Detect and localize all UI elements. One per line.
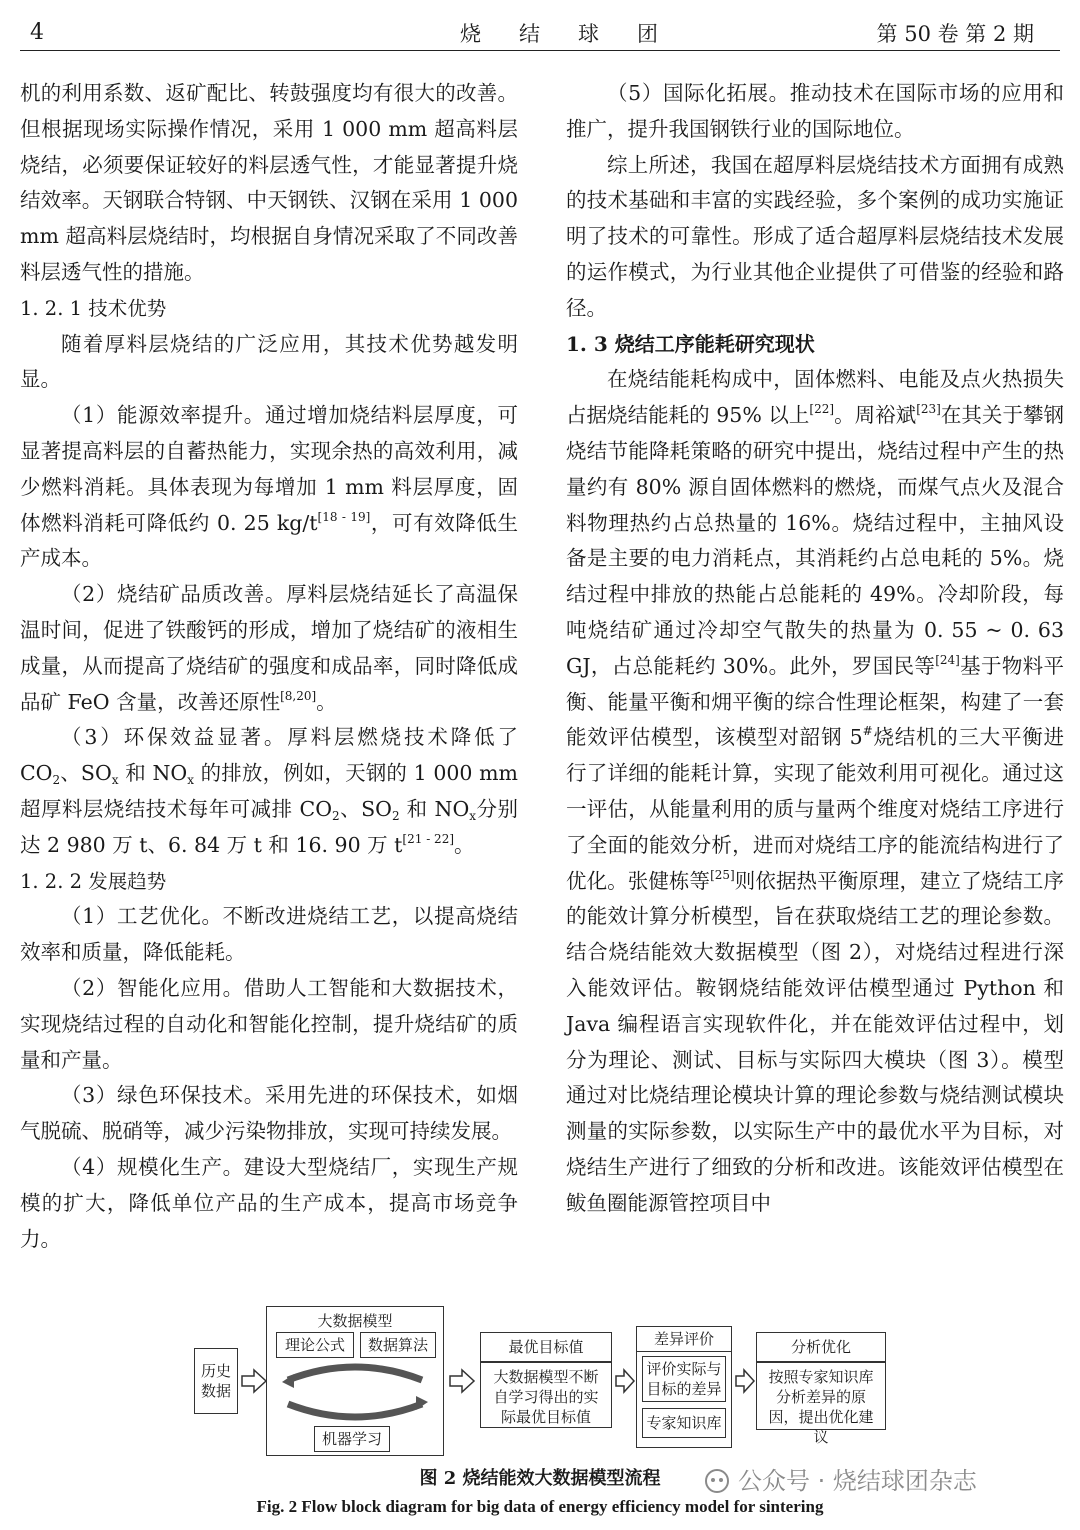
citation: [21 - 22] bbox=[402, 831, 455, 846]
paragraph: （3）环保效益显著。厚料层燃烧技术降低了 $CO_2$、$SO_x$ 和 $NO_x$ 的排放，例如，天钢的 1 000 mm 超厚料层烧结技术每年可减排 $CO_2$、$SO_2$ 和 $NO_x$分别达 2 980 万 t、6. 84 万 t 和 16. 90 万 t[21 - 22]。 bbox=[20, 725, 519, 857]
right-column bbox=[566, 76, 1064, 1222]
big-data-model-title: 大数据模型 bbox=[317, 1312, 393, 1330]
paragraph: 机的利用系数、返矿配比、转鼓强度均有很大的改善。但根据现场实际操作情况，采用 1 000 mm 超高料层烧结，必须要保证较好的料层透气性，才能显著提升烧结效率。天钢联合特钢、中天钢铁、汉钢在采用 1 000 mm 超高料层烧结时，均根据自身情况采取了不同改善料层透气性的措施。 bbox=[20, 81, 518, 284]
issue-info: 第 50 卷 第 2 期 bbox=[876, 22, 1034, 46]
section-heading-1-2-2: 1. 2. 2 发展趋势 bbox=[20, 869, 167, 893]
citation: [22] bbox=[809, 402, 835, 417]
figure-caption-en: Fig. 2 Flow block diagram for big data of energy efficiency model for sintering bbox=[256, 1497, 824, 1516]
paragraph: 综上所述，我国在超厚料层烧结技术方面拥有成熟的技术基础和丰富的实践经验，多个案例的成功实施证明了技术的可靠性。形成了适合超厚料层烧结技术发展的运作模式，为行业其他企业提供了可借鉴的经验和路径。 bbox=[566, 152, 1064, 320]
citation: [8,20] bbox=[280, 688, 317, 703]
left-column bbox=[20, 76, 518, 1257]
data-algorithm-box: 数据算法 bbox=[360, 1332, 436, 1358]
paragraph: （4）规模化生产。建设大型烧结厂，实现生产规模的扩大，降低单位产品的生产成本，提高市场竞争力。 bbox=[20, 1154, 518, 1251]
wechat-watermark: 公众号 · 烧结球团杂志 bbox=[704, 1461, 977, 1496]
figure-2-diagram bbox=[190, 1302, 910, 1462]
paragraph: （1）工艺优化。不断改进烧结工艺，以提高烧结效率和质量，降低能耗。 bbox=[20, 904, 518, 965]
paragraph: 在烧结能耗构成中，固体燃料、电能及点火热损失占据烧结能耗的 95% 以上[22]。周裕斌[23]在其关于攀钢烧结节能降耗策略的研究中提出，烧结过程中产生的热量约有 80% 源自固体燃料的燃烧，而煤气点火及混合料物理热约占总热量的 16%。烧结过程中，主抽风设备是主要的电力消耗点，其消耗约占总电耗的 5%。烧结过程中排放的热能占总能耗的 49%。冷却阶段，每吨烧结矿通过冷却空气散失的热量为 0. 55 ~ 0. 63 GJ，占总能耗约 30%。此外，罗国民等[24]基于物料平衡、能量平衡和㶲平衡的综合性理论框架，构建了一套能效评估模型，该模型对韶钢 5#烧结机的三大平衡进行了详细的能耗计算，实现了能效利用可视化。通过这一评估，从能量利用的质与量两个维度对烧结工序进行了全面的能效分析，进而对烧结工序的能流结构进行了优化。张健栋等[25]则依据热平衡原理，建立了烧结工序的能效计算分析模型，旨在获取烧结工艺的理论参数。结合烧结能效大数据模型（图 2），对烧结过程进行深入能效评估。鞍钢烧结能效评估模型通过 Python 和 Java 编程语言实现软件化，并在能效评估过程中，划分为理论、测试、目标与实际四大模块（图 3）。模型通过对比烧结理论模块计算的理论参数与烧结测试模块测量的实际参数，以实际生产中的最优水平为目标，对烧结生产进行了细致的分析和改进。该能效评估模型在鲅鱼圈能源管控项目中 bbox=[566, 367, 1065, 1215]
page-number: 4 bbox=[30, 20, 44, 45]
paragraph: （3）绿色环保技术。采用先进的环保技术，如烟气脱硫、脱硝等，减少污染物排放，实现可持续发展。 bbox=[20, 1083, 518, 1144]
optimal-target-body: 大数据模型不断自学习得出的实际最优目标值 bbox=[480, 1362, 612, 1428]
section-heading-1-2-1: 1. 2. 1 技术优势 bbox=[20, 296, 167, 320]
difference-eval-body: 评价实际与目标的差异 bbox=[642, 1356, 726, 1402]
section-heading-1-3: 1. 3 烧结工序能耗研究现状 bbox=[566, 331, 815, 356]
machine-learning-box: 机器学习 bbox=[314, 1426, 390, 1452]
paragraph: （5）国际化拓展。推动技术在国际市场的应用和推广，提升我国钢铁行业的国际地位。 bbox=[566, 81, 1064, 141]
optimal-target-title: 最优目标值 bbox=[480, 1332, 612, 1362]
analysis-optimize-body: 按照专家知识库分析差异的原因，提出优化建议 bbox=[756, 1362, 886, 1430]
difference-eval-title: 差异评价 bbox=[636, 1326, 732, 1352]
paragraph: （2）智能化应用。借助人工智能和大数据技术，实现烧结过程的自动化和智能化控制，提升烧结矿的质量和产量。 bbox=[20, 975, 518, 1072]
paragraph: 随着厚料层烧结的广泛应用，其技术优势越发明显。 bbox=[20, 331, 518, 392]
arrow-icon bbox=[734, 1368, 756, 1394]
citation: [24] bbox=[935, 652, 960, 667]
running-header bbox=[20, 14, 1060, 51]
analysis-optimize-title: 分析优化 bbox=[756, 1332, 886, 1362]
history-data-box: 历史数据 bbox=[194, 1348, 238, 1414]
cycle-arrow-icon bbox=[280, 1360, 430, 1430]
figure-caption-cn: 图 2 烧结能效大数据模型流程 bbox=[419, 1468, 661, 1489]
arrow-icon bbox=[614, 1368, 636, 1394]
theory-formula-box: 理论公式 bbox=[276, 1332, 354, 1358]
citation: [18 - 19] bbox=[317, 509, 371, 524]
expert-knowledge-box: 专家知识库 bbox=[642, 1408, 726, 1438]
paragraph: （2）烧结矿品质改善。厚料层烧结延长了高温保温时间，促进了铁酸钙的形成，增加了烧结矿的液相生成量，从而提高了烧结矿的强度和成品率，同时降低成品矿 FeO 含量，改善还原性[8,20]。 bbox=[20, 582, 518, 714]
wechat-logo-icon bbox=[704, 1468, 730, 1494]
citation: [23] bbox=[916, 402, 941, 417]
journal-title: 烧结球团 bbox=[460, 22, 696, 46]
arrow-icon bbox=[448, 1368, 476, 1394]
citation: [25] bbox=[710, 867, 735, 882]
paragraph: （1）能源效率提升。通过增加烧结料层厚度，可显著提高料层的自蓄热能力，实现余热的高效利用，减少燃料消耗。具体表现为每增加 1 mm 料层厚度，固体燃料消耗可降低约 0. 25 kg/t[18 - 19]，可有效降低生产成本。 bbox=[20, 403, 518, 571]
arrow-icon bbox=[240, 1368, 268, 1394]
